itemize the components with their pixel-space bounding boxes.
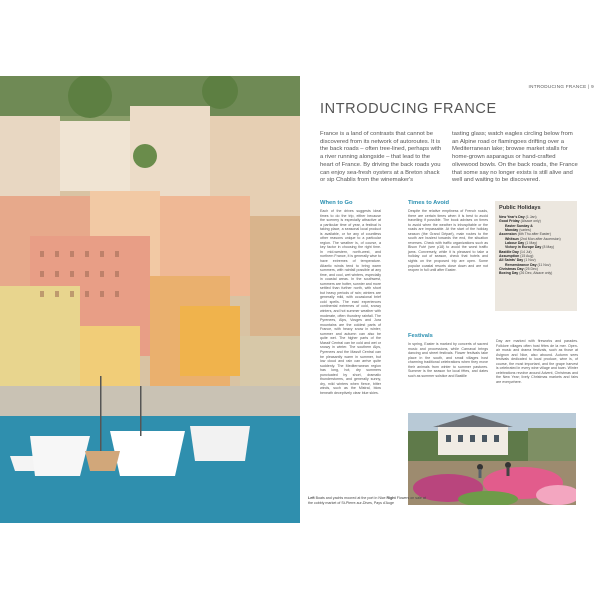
holiday-date: (Alsace only) [520, 219, 541, 224]
caption-right-text: Flowers on sale at the cobbly market of St-Pierre-sur-Dives, Pays d'Auge [308, 496, 426, 505]
when-to-go-section [320, 200, 381, 395]
festivals-continued [496, 339, 578, 384]
holiday-date: (1 Nov) [524, 258, 536, 263]
festivals-heading: Festivals [408, 333, 433, 339]
holiday-name: Labour Day [505, 241, 525, 246]
holiday-date: (1 Jan) [525, 215, 537, 219]
caption-right-label: Right [386, 496, 396, 500]
holiday-date: (1 May) [525, 241, 538, 246]
holiday-name: Remembrance Day [505, 262, 537, 267]
page-title: INTRODUCING FRANCE [320, 101, 497, 117]
holiday-item [499, 271, 573, 275]
times-to-avoid-body: Despite the relative emptiness of French roads, there are certain times when it is best to avoid travelling if possible. The book advises on times to avoid when the weather is inhospitable or the roads are impassable. At the start of the holiday season (the Grand Départ), main routes to the south are busiest towards the end, the situation reverses. Check with traffic organizations such as Bison Futé (see p18) to avoid the worst traffic jams. Conversely, while it is pleasant to take a holiday out of season, check that hotels and sights on the proposed trip are open. Some popular coastal resorts close down and are not reopen in full until after Easter. [408, 209, 488, 273]
holiday-date: (25 Dec) [524, 267, 538, 272]
when-to-go-heading: When to Go [320, 200, 353, 206]
holiday-name: Bastille Day [499, 249, 519, 254]
times-to-avoid-heading: Times to Avoid [408, 200, 450, 206]
holiday-name: Monday [505, 228, 519, 233]
intro-right: tasting glass; watch eagles circling below from an Alpine road or flamingoes drifting over a Mediterranean lake; browse market stalls for home-grown asparagus or hand-crafted olivewood bowls. On the back roads, the France that some say no longer exists is still alive and well and waiting to be discovered. [452, 131, 578, 184]
holiday-date: (8 May) [542, 245, 555, 250]
caption-left-label: Left [308, 496, 315, 500]
market-photo [408, 413, 576, 505]
holiday-date: (varies) [519, 228, 531, 233]
festivals-section [408, 333, 488, 378]
holiday-name: Victory in Europe Day [505, 245, 542, 250]
public-holidays-box [495, 201, 577, 311]
nice-harbour-photo [0, 76, 300, 523]
photo-caption [308, 496, 426, 505]
running-head: INTRODUCING FRANCE | 9 [528, 84, 594, 89]
holiday-name: Easter Sunday & [505, 223, 533, 228]
public-holidays-list [499, 215, 573, 276]
holiday-name: Christmas Day [499, 267, 524, 272]
caption-left-text: Boats and yachts moored at the port in Nice [315, 496, 386, 500]
holiday-name: Whitsun [505, 236, 519, 241]
times-to-avoid-section [408, 200, 488, 273]
holiday-name: Good Friday [499, 219, 520, 224]
festivals-body: In spring, Easter is marked by concerts of sacred music and processions, while Carnaval brings dancing and street festivals. Flower festivals take place in the south, and small villages host charming traditional celebrations when they move their animals from winter to summer pastures. Summer is the season for local fêtes, and dates such as summer solstice and Bastille [408, 342, 488, 378]
holiday-date: (11 Nov) [537, 262, 551, 267]
holiday-name: Assumption [499, 254, 520, 259]
holiday-date: (15 Aug) [520, 254, 534, 259]
holiday-name: Boxing Day [499, 271, 519, 276]
when-to-go-body: Each of the drives suggests ideal times to do the trip, either because the scenery is especially attractive at a particular time of year, a festival is taking place, a seasonal local product is available, or for any of countless other reasons unique to a particular region. The weather is, of course, a key factor in choosing the right time. In mid-western, north-west, and northern France, it is generally wise to have extremes of temperature. Atlantic winds tend to bring warm summers, with rainfall possible at any time, and cool, wet winters, especially in coastal areas. In the southwest, summers are hotter, sunnier and more settled than further north, with short but heavy periods of rain; winters are generally mild, with occasional brief cold spells. The east experiences continental extremes of cold, snowy winters, and hot summer weather with moderate, often thundery rainfall. The Pyrenees, Alps, Vosges and Jura mountains are the coldest parts of France, with heavy snow in winter; summer and autumn can also be quite wet. The higher parts of the Massif Central can be cold and wet or snowy in winter. The southern Alps, Pyrenees and the Massif Central can be pleasantly warm in summer, but low cloud and rain can arrive quite suddenly. The Mediterranean region has long, hot, dry summers punctuated by short, dramatic thunderstorms, and generally sunny, dry, mild winters when fierce, bitter winds, such as the Mistral, blow beneath deceptively clear blue skies. [320, 209, 381, 395]
holiday-name: Ascension [499, 232, 517, 237]
holiday-date: (6th Thu after Easter) [517, 232, 551, 237]
festivals-continued-body: Day are marked with fireworks and parades. Folklore villages often host fêtes de la mer. Open-air music and drama festivals, such as those at Avignon and Nice, also abound. Autumn sees festivals dedicated to local produce, wine is, of course, the most important, and the grape harvest is celebrated in every wine village and town. Winter celebrations revolve around Advent, Christmas and the New Year; lively Christmas markets and fairs are everywhere. [496, 339, 578, 384]
holiday-date: (14 Jul) [519, 249, 532, 254]
public-holidays-heading: Public Holidays [499, 205, 541, 211]
intro-left: France is a land of contrasts that cannot be discovered from its network of autoroutes. It is the back roads – often tree-lined, perhaps with a river running alongside – that lead to the heart of France. By driving the back roads you can enjoy sea-fresh oysters at a Breton shack or sip Chablis from the winemaker's [320, 131, 442, 184]
holiday-name: All Saints' Day [499, 258, 524, 263]
holiday-date: (26 Dec, Alsace only) [519, 271, 553, 276]
holiday-date: (2nd Mon after Ascension) [519, 236, 561, 241]
holiday-name: New Year's Day [499, 215, 525, 219]
